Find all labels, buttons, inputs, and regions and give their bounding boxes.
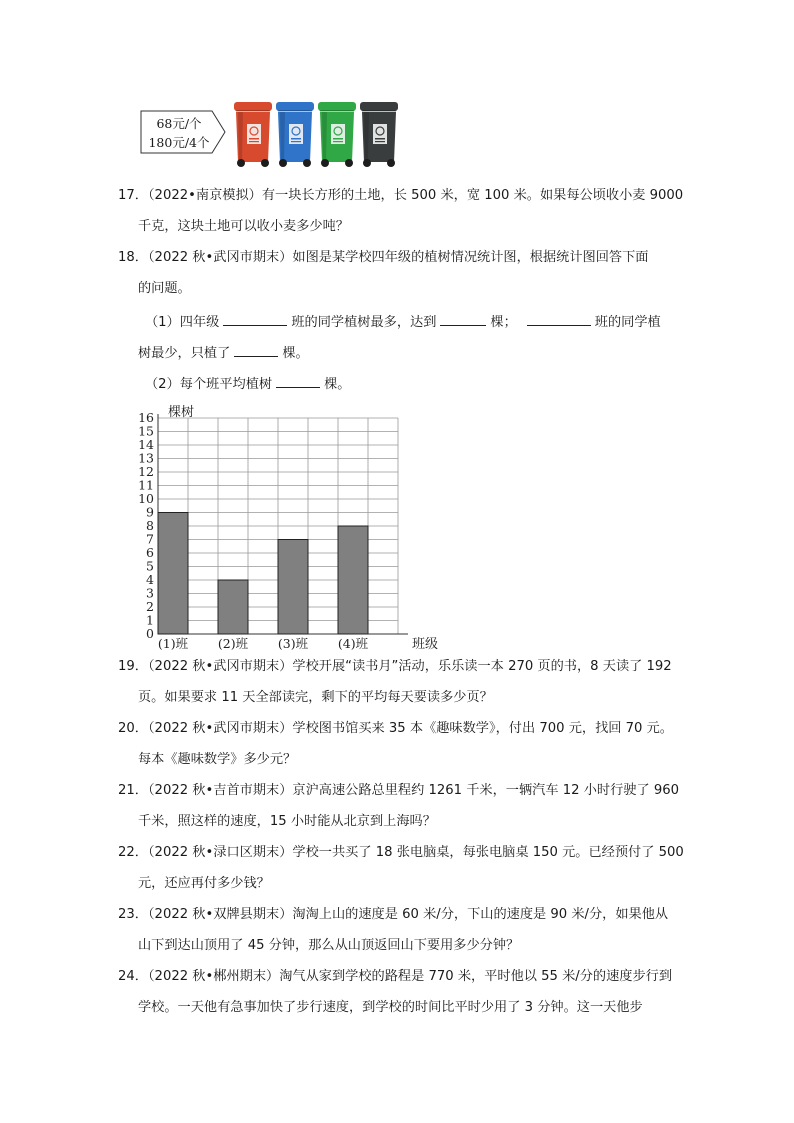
question-21-line-1: 21．（2022 秋•吉首市期末）京沪高速公路总里程约 1261 千米，一辆汽车 12 小时行驶了 960	[118, 783, 679, 798]
trash-bin-2	[276, 102, 314, 167]
bar-2	[218, 580, 248, 634]
question-23-line-2: 山下到达山顶用了 45 分钟，那么从山顶返回山下要用多少分钟？	[138, 938, 520, 953]
bar-4	[338, 526, 368, 634]
x-axis-title: 班级	[412, 637, 439, 652]
price-per-unit: 68元/个	[156, 116, 202, 131]
y-tick-label: 0	[146, 626, 154, 641]
y-tick-label: 11	[138, 477, 154, 493]
question-17-line-2: 千克，这块土地可以收小麦多少吨？	[138, 219, 349, 234]
y-tick-label: 15	[138, 423, 154, 439]
y-tick-label: 2	[146, 599, 154, 614]
x-category-label: (2)班	[217, 636, 249, 651]
answer-blank-most-class[interactable]	[223, 311, 287, 326]
question-24-line-1: 24．（2022 秋•郴州期末）淘气从家到学校的路程是 770 米，平时他以 55 米/分的速度步行到	[118, 969, 673, 984]
question-21-line-2: 千米，照这样的速度，15 小时能从北京到上海吗？	[138, 814, 436, 829]
y-tick-label: 3	[146, 585, 154, 601]
sub1-text-b: 班的同学植树最多，达到	[291, 315, 437, 330]
question-18-line-2: 的问题。	[138, 281, 191, 296]
y-tick-label: 10	[138, 491, 154, 506]
question-19-line-2: 页。如果要求 11 天全部读完，剩下的平均每天要读多少页？	[138, 690, 493, 705]
y-tick-label: 14	[138, 437, 154, 452]
trash-bin-4	[360, 102, 398, 167]
y-tick-label: 1	[146, 612, 154, 628]
answer-blank-least-count[interactable]	[234, 342, 278, 357]
bar-3	[278, 540, 308, 635]
question-20-line-1: 20．（2022 秋•武冈市期末）学校图书馆买来 35 本《趣味数学》，付出 700 元，找回 70 元。	[118, 721, 673, 736]
x-category-label: (1)班	[157, 636, 189, 651]
trash-bin-3	[318, 102, 356, 167]
y-tick-label: 5	[146, 558, 154, 574]
question-19-line-1: 19．（2022 秋•武冈市期末）学校开展“读书月”活动，乐乐读一本 270 页的书，8 天读了 192	[118, 659, 672, 674]
sub2-prefix: （2）每个班平均植树	[145, 377, 273, 392]
sub1-text-c: 棵；	[490, 315, 517, 330]
sub1-text-f: 棵。	[282, 346, 309, 361]
y-tick-label: 4	[146, 572, 154, 587]
bar-1	[158, 513, 188, 635]
question-20-line-2: 每本《趣味数学》多少元？	[138, 752, 297, 767]
sub1-text-d: 班的同学植	[594, 315, 661, 330]
y-tick-label: 13	[138, 450, 154, 466]
price-tag	[140, 110, 226, 154]
y-tick-label: 12	[138, 464, 154, 479]
question-22-line-1: 22．（2022 秋•渌口区期末）学校一共买了 18 张电脑桌，每张电脑桌 150 元。已经预付了 500	[118, 845, 684, 860]
price-per-four: 180元/4个	[148, 135, 210, 150]
question-23-line-1: 23．（2022 秋•双牌县期末）淘淘上山的速度是 60 米/分，下山的速度是 90 米/分，如果他从	[118, 907, 669, 922]
answer-blank-most-count[interactable]	[440, 311, 486, 326]
question-24-line-2: 学校。一天他有急事加快了步行速度，到学校的时间比平时少用了 3 分钟。这一天他步	[138, 1000, 643, 1015]
tree-planting-bar-chart	[138, 396, 458, 652]
y-axis-title: 棵树	[168, 405, 195, 420]
y-tick-label: 16	[138, 410, 154, 425]
y-tick-label: 8	[146, 518, 154, 533]
question-18-line-1: 18．（2022 秋•武冈市期末）如图是某学校四年级的植树情况统计图，根据统计图回答下面	[118, 250, 649, 265]
sub2-suffix: 棵。	[324, 377, 351, 392]
y-tick-label: 9	[146, 504, 154, 520]
question-18-sub-1	[145, 311, 661, 333]
question-22-line-2: 元，还应再付多少钱？	[138, 876, 270, 891]
question-18-sub-2	[145, 373, 350, 395]
answer-blank-least-class[interactable]	[527, 311, 591, 326]
question-17-line-1: 17．（2022•南京模拟）有一块长方形的土地，长 500 米，宽 100 米。如果每公顷收小麦 9000	[118, 188, 684, 203]
y-tick-label: 7	[146, 531, 154, 547]
sub1-prefix: （1）四年级	[145, 315, 220, 330]
trash-bins-image	[232, 100, 402, 170]
x-category-label: (3)班	[277, 636, 309, 651]
y-tick-label: 6	[146, 545, 154, 560]
trash-bin-1	[234, 102, 272, 167]
question-18-sub-1-line-2	[138, 342, 309, 364]
x-category-label: (4)班	[337, 636, 369, 651]
answer-blank-average[interactable]	[276, 373, 320, 388]
sub1-text-e: 树最少，只植了	[138, 346, 231, 361]
